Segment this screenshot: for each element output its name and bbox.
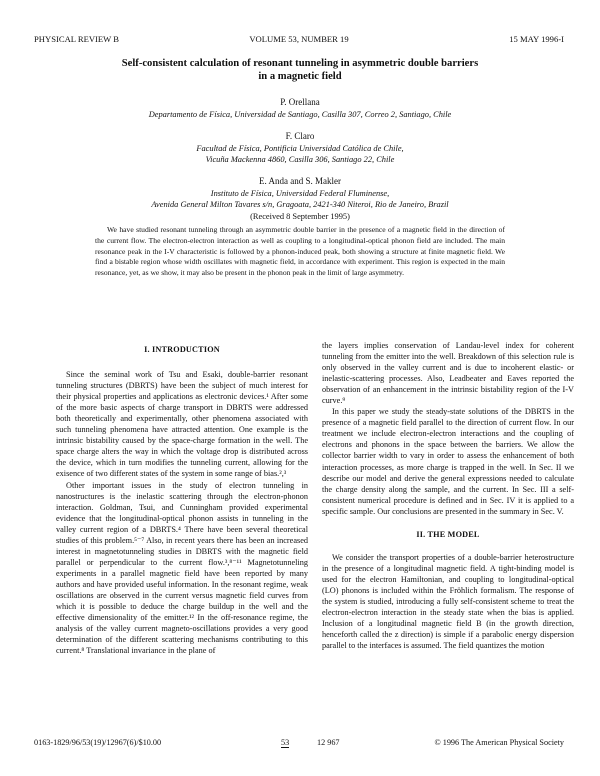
author-name: E. Anda and S. Makler xyxy=(259,176,341,186)
section-heading-model: II. THE MODEL xyxy=(416,529,480,539)
paragraph: Other important issues in the study of electron tunneling in nanostructures is the inelastic scattering through the electron-phonon interaction. Goldman, Tsui, and Cunningham provided experimental evidence that the longitudinal-optical phonon assists in tunneling in the valley current region of a DBRTS.⁴ There have been several theoretical studies of this problem.⁵⁻⁷ Also, in recent years there has been an increased interest in magnetotunneling studies in DBRTS with the magnetic field parallel or perpendicular to the current flow.³,⁸⁻¹¹ Magnetotunneling experiments in a parallel magnetic field have been reported by many authors and have provided useful information. In the resonant regime, weak oscillations are observed in the current versus magnetic field curves from which it is possible to deduce the charge buildup in the well and the effective dimensionality of the emitter.¹² In the off-resonance regime, the analysis of the valley current magneto-oscillations provides a very good determination of the different scattering mechanisms contributing to this current.⁸ Translational invariance in the plane of xyxy=(56,480,308,656)
paragraph: We consider the transport properties of a double-barrier heterostructure in the presence of a longitudinal magnetic field. A tight-binding model is used for the electron Hamiltonian, and coupling to longitudinal-optical (LO) phonons is included within the Fröhlich formalism. The response of the system is studied, introducing a fully self-consistent scheme to treat the electron-electron interaction in the steady state when the bias is applied. Inclusion of a longitudinal magnetic field B (in the growth direction, henceforth called the z direction) is simple if a parabolic energy dispersion parallel to the interfaces is assumed. The field quantizes the motion xyxy=(322,552,574,651)
running-header xyxy=(34,34,564,48)
title-line-1: Self-consistent calculation of resonant tunneling in asymmetric double barriers xyxy=(121,58,479,69)
author-block-1 xyxy=(40,97,560,120)
copyright: © 1996 The American Physical Society xyxy=(434,738,564,747)
issue-date: 15 MAY 1996-I xyxy=(509,34,564,44)
issn-code: 0163-1829/96/53(19)/12967(6)/$10.00 xyxy=(34,738,162,747)
author-affiliation-address: Vicuña Mackenna 4860, Casilla 306, Santiago 22, Chile xyxy=(205,155,395,164)
author-name: P. Orellana xyxy=(280,97,320,107)
journal-name: PHYSICAL REVIEW B xyxy=(34,34,119,44)
author-block-2 xyxy=(40,131,560,166)
section-heading-introduction: I. INTRODUCTION xyxy=(144,345,220,354)
author-affiliation-address: Avenida General Milton Tavares s/n, Gragoata, 2421-340 Niteroi, Rio de Janeiro, Brazil xyxy=(151,200,449,209)
title-line-2: in a magnetic field xyxy=(258,71,342,82)
footer-volume: 53 xyxy=(281,738,290,747)
page-footer xyxy=(34,738,564,750)
author-affiliation: Facultad de Física, Pontificia Universidad Católica de Chile, xyxy=(196,143,404,153)
paragraph: the layers implies conservation of Landau-level index for coherent tunneling from the emitter into the well. Breakdown of this selection rule is only observed in the valley current and is due to incoherent elastic- or inelastic-scattering processes. Also, Leadbeater and Eaves reported the observation of an enhancement in the intrinsic bistability region of the I-V curve.⁹ xyxy=(322,341,574,406)
abstract: We have studied resonant tunneling through an asymmetric double barrier in the presence of a magnetic field in the direction of the current flow. The electron-electron interaction as well as coupling to a longitudinal-optical phonon field are included. The main resonance peak in the I-V characteristic is followed by a phonon-induced peak, both showing a structure at finite magnetic field. We find a bistable region whose width oscillates with magnetic field, in accordance with experiment. This region is expected in the main resonance, yet, as we show, it may also be present in the phonon peak in the limit of large asymmetry. xyxy=(95,225,505,278)
author-name: F. Claro xyxy=(285,131,315,141)
page-number: 12 967 xyxy=(317,738,340,747)
right-column xyxy=(322,340,574,651)
left-column xyxy=(56,340,308,656)
author-affiliation: Departamento de Física, Universidad de Santiago, Casilla 307, Correo 2, Santiago, Chile xyxy=(148,109,452,119)
received-date: (Received 8 September 1995) xyxy=(250,211,350,221)
paragraph: Since the seminal work of Tsu and Esaki, double-barrier resonant tunneling structures (DBRTS) have been the subject of much interest for their physical properties and applications as electronic devices.¹ After some of the more basic aspects of charge transport in DBRTS were addressed both theoretically and experimentally, other phenomena associated with such tunneling phenomena have attracted attention. One example is the intrinsic bistability caused by the space-charge formation in the well. The space charge alters the way in which the voltage drop is distributed across the device, which in turn modifies the tunneling current, allowing for the exisence of two different states of the system in some range of bias.²,³ xyxy=(56,370,308,479)
paper-title xyxy=(60,57,540,83)
author-affiliation: Instituto de Física, Universidad Federal Fluminense, xyxy=(210,188,390,198)
paragraph: In this paper we study the steady-state solutions of the DBRTS in the presence of a magnetic field parallel to the direction of current flow. In our treatment we include electron-electron interactions and the coupling of electrons and phonons in the space between the barriers. We allow the collector barrier width to vary in order to assess the enhancement of both interaction processes, as more charge is trapped in the well. In Sec. II we describe our model and derive the general expressions needed to calculate the charge density along the sample, and the current. In Sec. III a self-consistent numerical procedure is defined and in Sec. IV it is applied to a specific sample. Our conclusions are presented in the summary in Sec. V. xyxy=(322,407,574,516)
author-block-3 xyxy=(40,176,560,222)
volume-number: VOLUME 53, NUMBER 19 xyxy=(249,34,349,44)
